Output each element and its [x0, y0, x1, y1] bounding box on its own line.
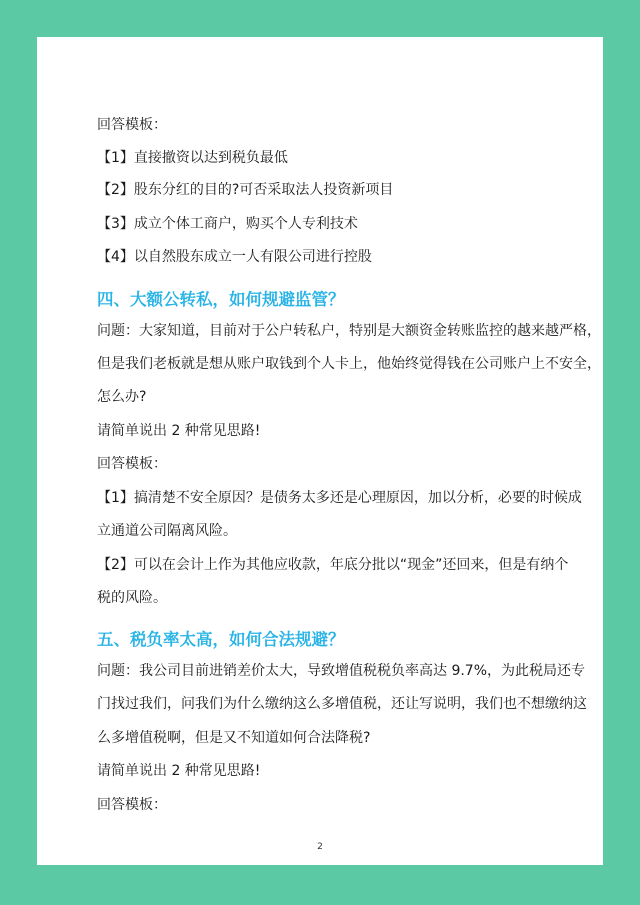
section-5-heading: 五、税负率太高，如何合法规避？	[97, 630, 345, 649]
section-4-question-line-3: 怎么办?	[97, 389, 147, 405]
section-4-answer-line-4: 税的风险。	[97, 590, 167, 606]
answer-item-1: 【1】直接撤资以达到税负最低	[97, 150, 288, 166]
section-4-prompt: 请简单说出 2 种常见思路!	[97, 423, 261, 439]
section-5-answer-label: 回答模板：	[97, 797, 167, 813]
section-4-answer-line-2: 立通道公司隔离风险。	[97, 523, 237, 539]
section-4-heading: 四、大额公转私，如何规避监管？	[97, 290, 345, 309]
section-5-question-line-2: 门找过我们，问我们为什么缴纳这么多增值税，还让写说明，我们也不想缴纳这	[97, 696, 587, 712]
section-4-answer-line-3: 【2】可以在会计上作为其他应收款，年底分批以“现金”还回来，但是有纳个	[97, 557, 569, 573]
answer-template-label: 回答模板：	[97, 117, 167, 133]
answer-item-4: 【4】以自然股东成立一人有限公司进行控股	[97, 249, 372, 265]
section-5-question-line-1: 问题：我公司目前进销差价太大，导致增值税税负率高达 9.7%，为此税局还专	[97, 663, 586, 679]
answer-item-2: 【2】股东分红的目的?可否采取法人投资新项目	[97, 182, 394, 198]
section-4-question-line-2: 但是我们老板就是想从账户取钱到个人卡上，他始终觉得钱在公司账户上不安全，	[97, 356, 601, 372]
section-4-answer-line-1: 【1】搞清楚不安全原因？是债务太多还是心理原因，加以分析，必要的时候成	[97, 490, 582, 506]
document-page	[37, 37, 603, 865]
section-4-answer-label: 回答模板：	[97, 456, 167, 472]
section-5-prompt: 请简单说出 2 种常见思路!	[97, 763, 261, 779]
section-4-question-line-1: 问题：大家知道，目前对于公户转私户，特别是大额资金转账监控的越来越严格，	[97, 323, 601, 339]
answer-item-3: 【3】成立个体工商户，购买个人专利技术	[97, 216, 358, 232]
page-number: 2	[317, 842, 323, 852]
section-5-question-line-3: 么多增值税啊，但是又不知道如何合法降税?	[97, 730, 371, 746]
